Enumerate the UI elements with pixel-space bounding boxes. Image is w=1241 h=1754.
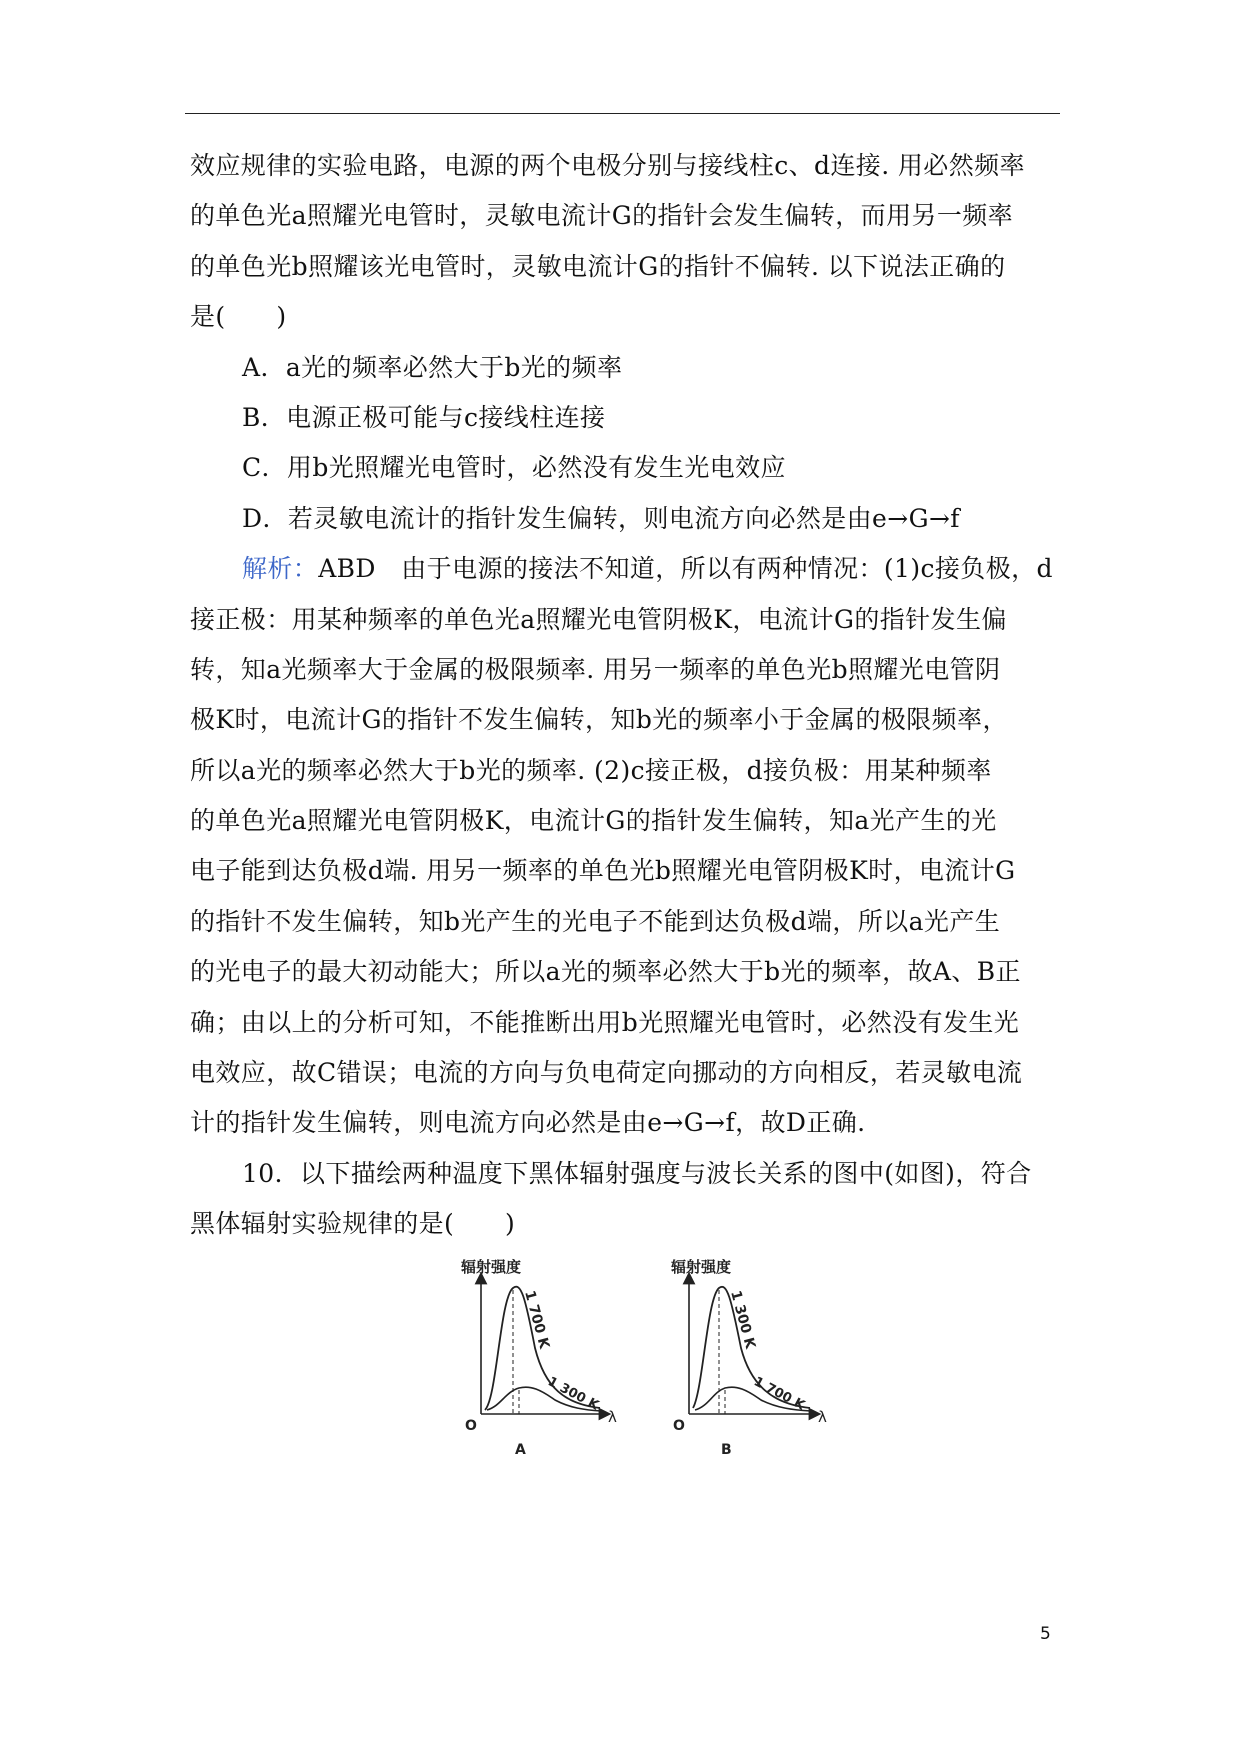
header-rule bbox=[185, 113, 1060, 114]
text-line: 的指针不发生偏转，知b光产生的光电子不能到达负极d端，所以a光产生 bbox=[190, 907, 1001, 936]
option-c: C．用b光照耀光电管时，必然没有发生光电效应 bbox=[242, 453, 786, 482]
y-axis-label: 辐射强度 bbox=[671, 1258, 732, 1276]
text-line: 黑体辐射实验规律的是( ) bbox=[190, 1209, 516, 1238]
curve-high-label: 1 700 K bbox=[521, 1288, 553, 1351]
text-line: 确；由以上的分析可知，不能推断出用b光照耀光电管时，必然没有发生光 bbox=[190, 1008, 1020, 1037]
text-line: 电效应，故C错误；电流的方向与负电荷定向挪动的方向相反，若灵敏电流 bbox=[190, 1058, 1023, 1087]
text-line: 极K时，电流计G的指针不发生偏转，知b光的频率小于金属的极限频率， bbox=[190, 705, 1008, 734]
text-line: 的单色光a照耀光电管时，灵敏电流计G的指针会发生偏转，而用另一频率 bbox=[190, 201, 1014, 230]
text-line: 转，知a光频率大于金属的极限频率. 用另一频率的单色光b照耀光电管阴 bbox=[190, 655, 1001, 684]
analysis-label: 解析： bbox=[242, 554, 319, 583]
x-axis-label: λ bbox=[608, 1408, 617, 1426]
text-line: 是( ) bbox=[190, 302, 287, 331]
text-line: 接正极：用某种频率的单色光a照耀光电管阴极K，电流计G的指针发生偏 bbox=[190, 605, 1007, 634]
figure-caption: B bbox=[721, 1442, 732, 1458]
text-line: 电子能到达负极d端. 用另一频率的单色光b照耀光电管阴极K时，电流计G bbox=[190, 856, 1016, 885]
text-line: 所以a光的频率必然大于b光的频率. (2)c接正极，d接负极：用某种频率 bbox=[190, 756, 992, 785]
curve-low-label: 1 300 K bbox=[545, 1374, 602, 1414]
text-line: 计的指针发生偏转，则电流方向必然是由e→G→f，故D正确. bbox=[190, 1108, 866, 1137]
text-line: 的单色光a照耀光电管阴极K，电流计G的指针发生偏转，知a光产生的光 bbox=[190, 806, 997, 835]
analysis-text: ABD 由于电源的接法不知道，所以有两种情况：(1)c接负极，d bbox=[318, 554, 1053, 583]
analysis-first-line bbox=[242, 552, 1053, 586]
option-d: D．若灵敏电流计的指针发生偏转，则电流方向必然是由e→G→f bbox=[242, 504, 960, 533]
figure-b bbox=[665, 1258, 865, 1458]
page-number: 5 bbox=[1040, 1624, 1051, 1644]
text-line: 的光电子的最大初动能大；所以a光的频率必然大于b光的频率，故A、B正 bbox=[190, 957, 1021, 986]
curve-low-label: 1 700 K bbox=[751, 1374, 808, 1414]
text-line: 的单色光b照耀该光电管时，灵敏电流计G的指针不偏转. 以下说法正确的 bbox=[190, 252, 1006, 281]
question-10: 10．以下描绘两种温度下黑体辐射强度与波长关系的图中(如图)，符合 bbox=[242, 1159, 1032, 1188]
option-b: B．电源正极可能与c接线柱连接 bbox=[242, 403, 606, 432]
origin-label: O bbox=[673, 1418, 685, 1434]
figure-a bbox=[455, 1258, 655, 1458]
origin-label: O bbox=[465, 1418, 477, 1434]
curve-high-label: 1 300 K bbox=[727, 1288, 759, 1351]
y-axis-label: 辐射强度 bbox=[461, 1258, 522, 1276]
x-axis-label: λ bbox=[818, 1408, 827, 1426]
figure-caption: A bbox=[515, 1442, 526, 1458]
option-a: A．a光的频率必然大于b光的频率 bbox=[242, 353, 623, 382]
text-line: 效应规律的实验电路，电源的两个电极分别与接线柱c、d连接. 用必然频率 bbox=[190, 151, 1025, 180]
